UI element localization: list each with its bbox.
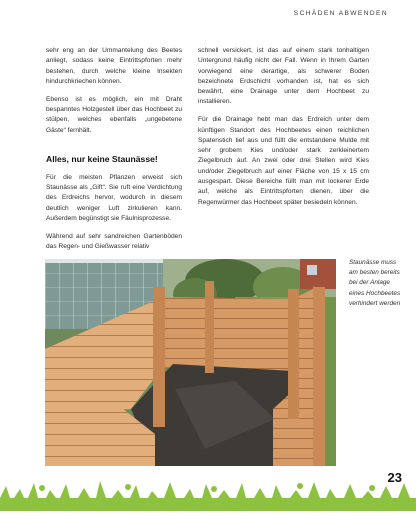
right-text-column [198, 46, 369, 215]
section-heading: Alles, nur keine Staunässe! [46, 153, 158, 164]
paragraph: Ebenso ist es möglich, ein mit Draht bespanntes Holzgestell über das Hochbeet zu stülpen, welches ebenfalls „ungebetene Gäste“ fernhält. [46, 95, 182, 134]
paragraph: Während auf sehr sandreichen Gartenböden das Regen- und Gießwasser relativ [46, 232, 182, 251]
photo-caption: Staunässe muss am besten bereits bei der Anlage eines Hochbeetes verhindert werden [349, 259, 401, 307]
raised-bed-photo [45, 259, 336, 466]
grass-footer-border [0, 478, 416, 511]
paragraph: sehr eng an der Ummantelung des Beetes anliegt, sodass keine Eintrittspforten mehr bestehen, durch welche kleine Insekten hindurchkriechen können. [46, 47, 182, 85]
section-header: SCHÄDEN ABWENDEN [293, 10, 388, 17]
paragraph: schnell versickert, ist das auf einem stark tonhaltigen Untergrund häufig nicht der Fall. Wenn in Ihrem Garten vorwiegend eine derartige, als schwerer Boden bezeichnete Erdschicht vorhanden ist, hat es sich bewährt, eine Drainage unter dem Hochbeet zu installieren. [198, 47, 369, 106]
paragraph: Für die Drainage hebt man das Erdreich unter dem künftigen Standort des Hochbeetes einen reichlichen Spatenstich tief aus und füllt die entstandene Mulde mit sehr grobem Kies und/oder stark zerkleinertem Ziegelbruch auf. An zwei oder drei Stellen wird Kies und/oder Ziegelbruch auf einer Fläche von 15 x 15 cm ausgespart. Diese Bereiche füllt man mit lockerer Erde auf, welche als Eintrittspforten dienen, über die Regenwürmer das Hochbeet später besiedeln können. [198, 116, 369, 206]
left-text-column [46, 46, 182, 260]
paragraph: Für die meisten Pflanzen erweist sich Staunässe als „Gift“. Sie ruft eine Verdichtung des Erdreichs hervor, wodurch in diesem deutlich weniger Luft zirkulieren kann. Außerdem begünstigt sie Fäulnisprozesse. [46, 173, 182, 223]
page-number: 23 [387, 470, 402, 485]
